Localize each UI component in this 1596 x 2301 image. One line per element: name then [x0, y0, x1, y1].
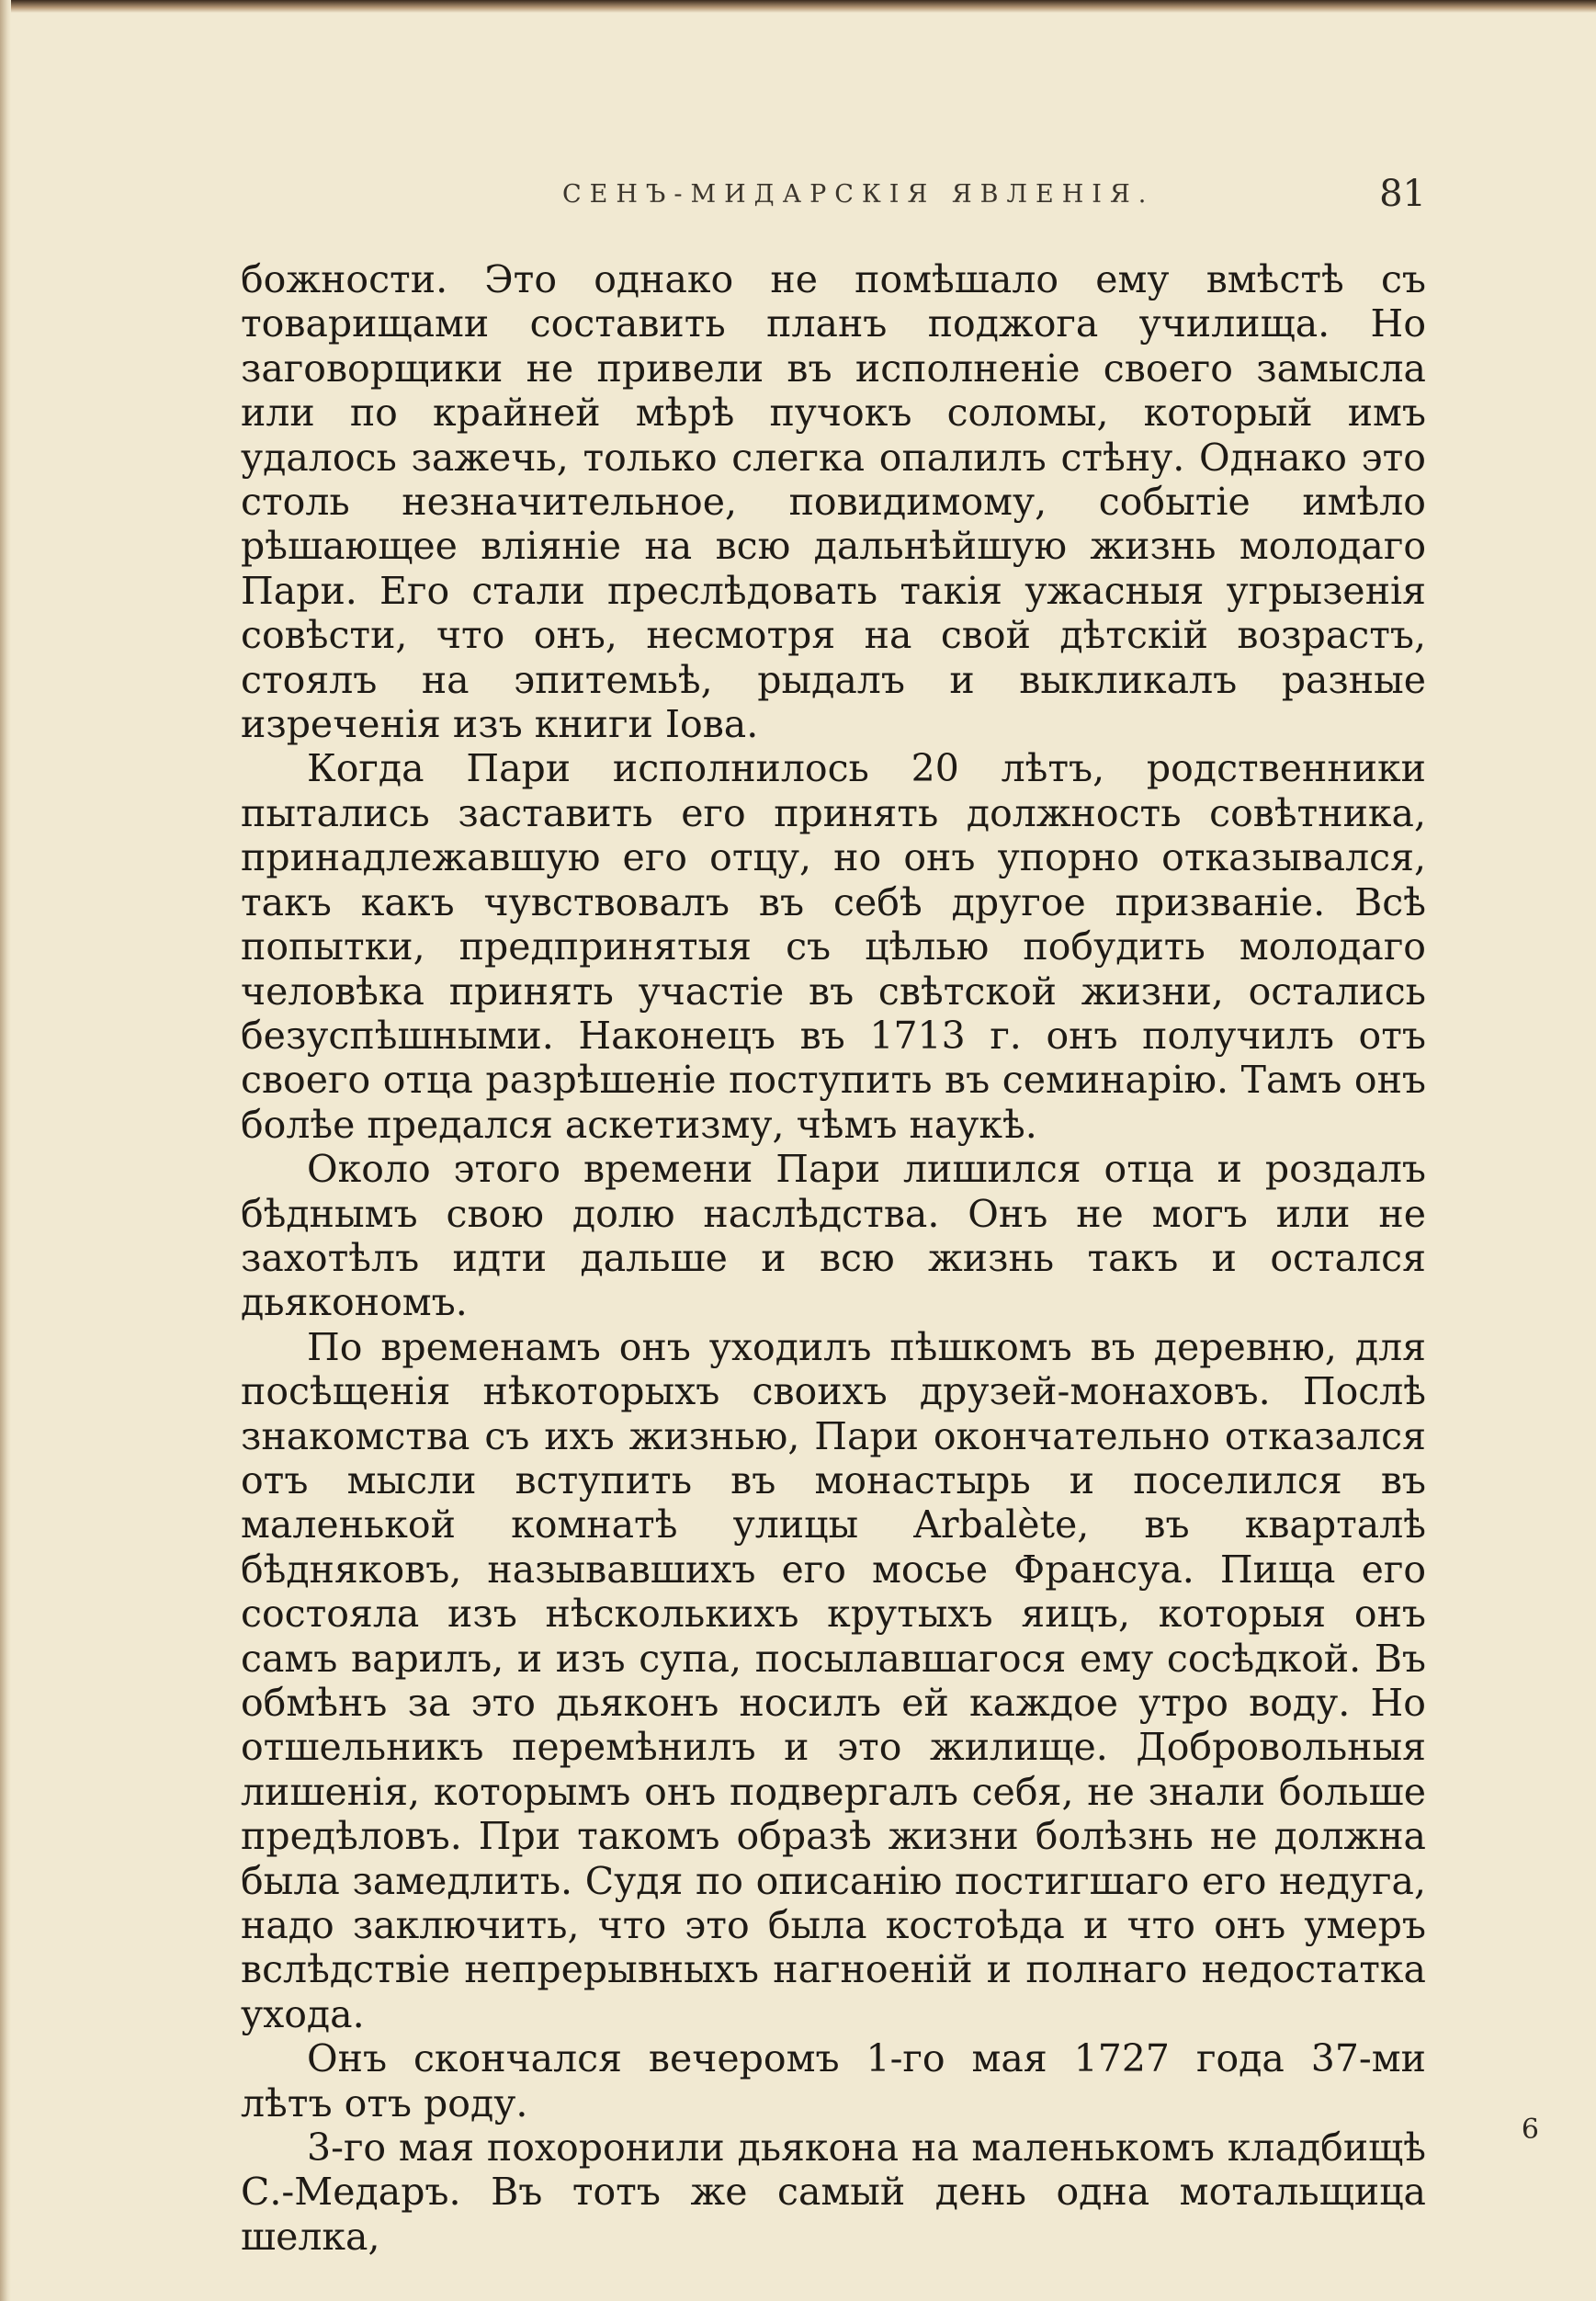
body-text — [241, 257, 1426, 2259]
paragraph-4: По временамъ онъ уходилъ пѣшкомъ въ деревню, для посѣщенія нѣкоторыхъ своихъ друзей-монаховъ. Послѣ знакомства съ ихъ жизнью, Пари окончательно отказался отъ мысли вступить въ монастырь и поселился въ маленькой комнатѣ улицы Arbalète, въ кварталѣ бѣдняковъ, называвшихъ его мосье Франсуа. Пища его состояла изъ нѣсколькихъ крутыхъ яицъ, которыя онъ самъ варилъ, и изъ супа, посылавшагося ему сосѣдкой. Въ обмѣнъ за это дьяконъ носилъ ей каждое утро воду. Но отшельникъ перемѣнилъ и это жилище. Добровольныя лишенія, которымъ онъ подвергалъ себя, не знали больше предѣловъ. При такомъ образѣ жизни болѣзнь не должна была замедлить. Судя по описанію постигшаго его недуга, надо заключить, что это была костоѣда и что онъ умеръ вслѣдствіе непрерывныхъ нагноеній и полнаго недостатка ухода. — [241, 1324, 1426, 2036]
book-page — [241, 175, 1426, 2259]
paragraph-6: 3-го мая похоронили дьякона на маленькомъ кладбищѣ С.-Медаръ. Въ тотъ же самый день одна мотальщица шелка, — [241, 2125, 1426, 2259]
paragraph-1: божности. Это однако не помѣшало ему вмѣстѣ съ товарищами составить планъ поджога училища. Но заговорщики не привели въ исполненіе своего замысла или по крайней мѣрѣ пучокъ соломы, который имъ удалось зажечь, только слегка опалилъ стѣну. Однако это столь незначительное, повидимому, событіе имѣло рѣшающее вліяніе на всю дальнѣйшую жизнь молодаго Пари. Его стали преслѣдовать такія ужасныя угрызенія совѣсти, что онъ, несмотря на свой дѣтскій возрастъ, стоялъ на эпитемьѣ, рыдалъ и выкликалъ разные изреченія изъ книги Іова. — [241, 257, 1426, 747]
running-head — [241, 175, 1426, 221]
paragraph-2: Когда Пари исполнилось 20 лѣтъ, родственники пытались заставить его принять должность совѣтника, принадлежавшую его отцу, но онъ упорно отказывался, такъ какъ чувствовалъ въ себѣ другое призваніе. Всѣ попытки, предпринятыя съ цѣлью побудить молодаго человѣка принять участіе въ свѣтской жизни, остались безуспѣшными. Наконецъ въ 1713 г. онъ получилъ отъ своего отца разрѣшеніе поступить въ семинарію. Тамъ онъ болѣе предался аскетизму, чѣмъ наукѣ. — [241, 746, 1426, 1147]
page-top-edge — [0, 0, 1596, 13]
printer-signature-mark: 6 — [1521, 2114, 1539, 2146]
paragraph-5: Онъ скончался вечеромъ 1-го мая 1727 года 37-ми лѣтъ отъ роду. — [241, 2036, 1426, 2125]
running-title: СЕНЪ-МИДАРСКІЯ ЯВЛЕНІЯ. — [562, 180, 1155, 209]
paragraph-3: Около этого времени Пари лишился отца и роздалъ бѣднымъ свою долю наслѣдства. Онъ не могъ или не захотѣлъ идти дальше и всю жизнь такъ и остался дьякономъ. — [241, 1147, 1426, 1325]
page-binding-edge — [0, 0, 11, 2301]
page-number: 81 — [1379, 173, 1426, 215]
